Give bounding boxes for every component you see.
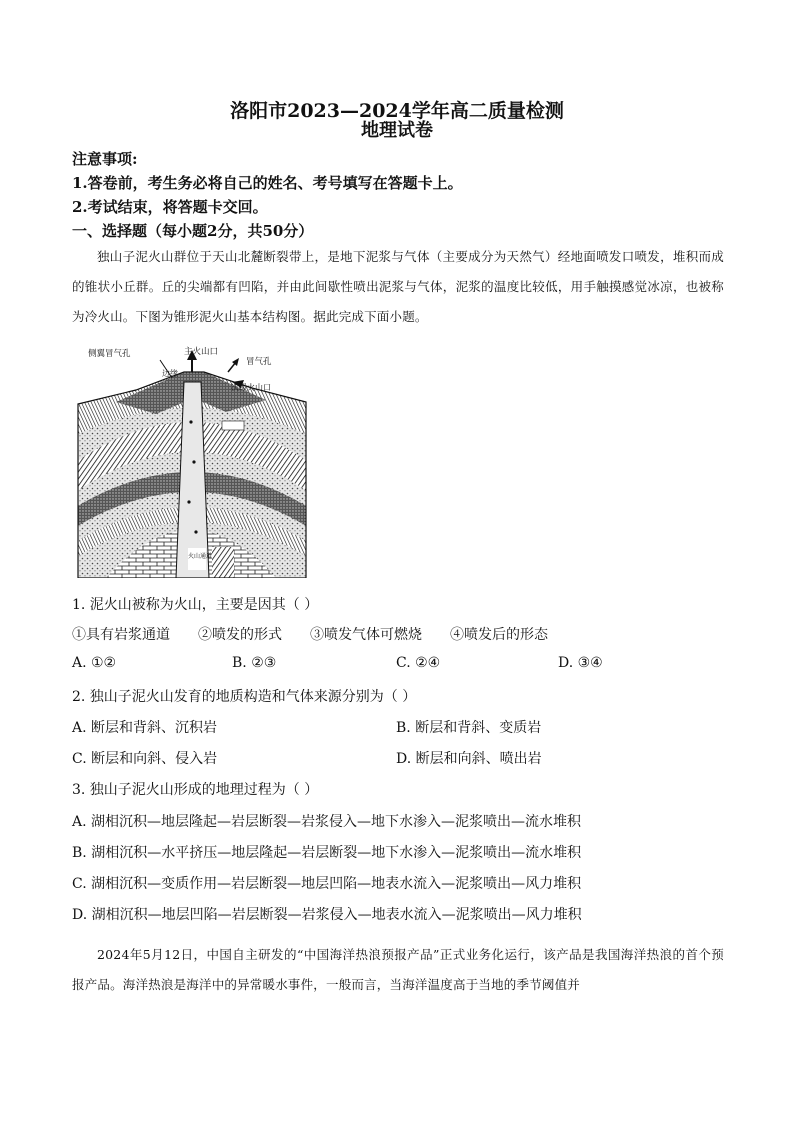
mud-volcano-diagram bbox=[76, 342, 308, 578]
mud-volcano-figure bbox=[76, 342, 308, 578]
label-secondary-crater: 次级火山口 bbox=[231, 383, 271, 392]
notice-heading: 注意事项: bbox=[72, 150, 138, 168]
q2-option-d[interactable]: D. 断层和向斜、喷出岩 bbox=[396, 751, 542, 767]
q3-option-c[interactable]: C. 湖相沉积—变质作用—岩层断裂—地层凹陷—地表水流入—泥浆喷出—风力堆积 bbox=[72, 876, 582, 892]
exam-title: 洛阳市2023—2024学年高二质量检测 bbox=[230, 100, 564, 122]
question-3-stem: 3. 独山子泥火山形成的地理过程为（ ） bbox=[72, 782, 319, 798]
q2-option-c[interactable]: C. 断层和向斜、侵入岩 bbox=[72, 751, 218, 767]
label-vent: 冒气孔 bbox=[246, 357, 272, 367]
q3-option-d[interactable]: D. 湖相沉积—地层凹陷—岩层断裂—岩浆侵入—地表水流入—泥浆喷出—风力堆积 bbox=[72, 907, 582, 923]
q2-option-b[interactable]: B. 断层和背斜、变质岩 bbox=[396, 720, 542, 736]
q3-option-a[interactable]: A. 湖相沉积—地层隆起—岩层断裂—岩浆侵入—地下水渗入—泥浆喷出—流水堆积 bbox=[72, 814, 582, 830]
question-2-stem: 2. 独山子泥火山发育的地质构造和气体来源分别为（ ） bbox=[72, 689, 417, 705]
passage-2: 2024年5月12日，中国自主研发的“中国海洋热浪预报产品”正式业务化运行，该产品是我国海洋热浪的首个预报产品。海洋热浪是海洋中的异常暖水事件，一般而言，当海洋温度高于当地的季节阈值并 bbox=[72, 947, 724, 992]
notice-item-1: 1.答卷前，考生务必将自己的姓名、考号填写在答题卡上。 bbox=[72, 174, 463, 192]
notice-item-2: 2.考试结束，将答题卡交回。 bbox=[72, 198, 268, 216]
q1-option-b[interactable]: B. ②③ bbox=[232, 655, 277, 671]
q1-option-d[interactable]: D. ③④ bbox=[558, 655, 603, 671]
q1-option-a[interactable]: A. ①② bbox=[72, 655, 117, 671]
question-1-stem: 1. 泥火山被称为火山，主要是因其（ ） bbox=[72, 597, 319, 613]
label-main-crater: 主火山口 bbox=[184, 347, 219, 357]
exam-subtitle: 地理试卷 bbox=[361, 120, 433, 141]
q3-option-b[interactable]: B. 湖相沉积—水平挤压—地层隆起—岩层断裂—地下水渗入—泥浆喷出—流水堆积 bbox=[72, 845, 582, 861]
section-heading: 一、选择题（每小题2分，共50分） bbox=[72, 222, 314, 240]
label-side-vent: 侧翼冒气孔 bbox=[88, 349, 131, 359]
passage-1: 独山子泥火山群位于天山北麓断裂带上，是地下泥浆与气体（主要成分为天然气）经地面喷发口喷发，堆积而成的锥状小丘群。丘的尖端都有凹陷，并由此间歇性喷出泥浆与气体，泥浆的温度比较低，用手触摸感觉冰凉，也被称为冷火山。下图为锥形泥火山基本结构图。据此完成下面小题。 bbox=[72, 249, 724, 324]
label-conduit: 火山通道 bbox=[188, 553, 213, 560]
q2-option-a[interactable]: A. 断层和背斜、沉积岩 bbox=[72, 720, 218, 736]
q1-option-c[interactable]: C. ②④ bbox=[396, 655, 441, 671]
label-rim: 边缘 bbox=[162, 369, 178, 378]
question-1-statements: ①具有岩浆通道 ②喷发的形式 ③喷发气体可燃烧 ④喷发后的形态 bbox=[72, 627, 548, 643]
